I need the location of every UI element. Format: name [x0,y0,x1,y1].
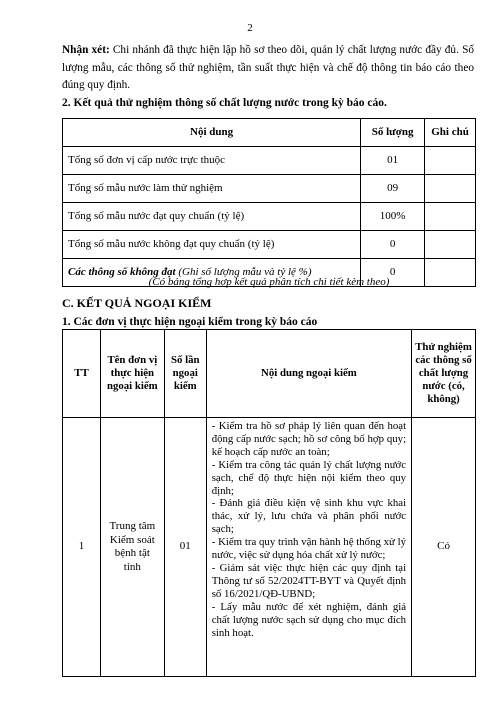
inspection-item: - Lấy mẫu nước để xét nghiệm, đánh giá chất lượng nước sạch sử dụng cho mục đích sinh hoạt. [211,600,407,639]
header-tested: Thử nghiệm các thông số chất lượng nước (có, không) [412,330,476,418]
row-content: Tổng số đơn vị cấp nước trực thuộc [63,147,361,175]
row-quantity: 09 [361,175,425,203]
inspection-item: - Kiểm tra công tác quản lý chất lượng nước sạch, chế độ thực hiện nội kiểm theo quy định; [211,458,407,497]
table-row [63,175,476,203]
header-note: Ghi chú [425,119,476,147]
table-row [63,147,476,175]
row-quantity: 0 [361,259,425,287]
header-count: Số lần ngoại kiểm [164,330,206,418]
row-quantity: 100% [361,203,425,231]
failed-params-note: (Ghi số lượng mẫu và tỷ lệ %) [175,265,312,278]
inspection-item: - Đánh giá điều kiện vệ sinh khu vực khai thác, xử lý, lưu chứa và phân phối nước sạch; [211,497,407,536]
row-quantity: 01 [361,147,425,175]
inspection-item: - Giám sát việc thực hiện các quy định tại Thông tư số 52/2024TT-BYT và Quyết định số 16/2021/QĐ-UBND; [211,561,407,600]
water-test-results-table [62,118,476,287]
section-2-title: 2. Kết quả thử nghiệm thông số chất lượng nước trong kỳ báo cáo. [62,97,387,109]
remark-text: Chi nhánh đã thực hiện lập hồ sơ theo dõi, quản lý chất lượng nước đầy đủ. Số lượng mẫu, các thông số thử nghiệm, tần suất thực hiện và chế độ thông tin báo cáo theo đúng quy định. [62,44,474,91]
table-row [63,203,476,231]
row-tested: Có [412,418,476,677]
failed-params-label: Các thông số không đạt [68,265,176,278]
row-quantity: 0 [361,231,425,259]
page-number: 2 [247,22,253,34]
row-note [425,175,476,203]
header-inspection-content: Nội dung ngoại kiểm [206,330,411,418]
row-count: 01 [164,418,206,677]
section-c-title: C. KẾT QUẢ NGOẠI KIỂM [62,296,212,310]
row-note [425,203,476,231]
row-content: Tổng số mẫu nước không đạt quy chuẩn (tỷ lệ) [63,231,361,259]
table-row [63,418,476,677]
remark-label: Nhận xét: [62,44,110,56]
row-tt: 1 [63,418,101,677]
row-content: Tổng số mẫu nước làm thử nghiệm [63,175,361,203]
header-tt: TT [63,330,101,418]
inspection-item: - Kiểm tra hồ sơ pháp lý liên quan đến hoạt động cấp nước sạch; hồ sơ công bố hợp quy; kế hoạch cấp nước an toàn; [211,420,407,458]
remark-paragraph [62,42,474,95]
table-row [63,231,476,259]
table-header-row [63,330,476,418]
row-note [425,231,476,259]
section-c1-title: 1. Các đơn vị thực hiện ngoại kiểm trong kỳ báo cáo [62,316,318,328]
header-content: Nội dung [63,119,361,147]
row-unit: Trung tâm Kiểm soát bệnh tật tỉnh [100,418,164,677]
table-header-row [63,119,476,147]
row-content: Tổng số mẫu nước đạt quy chuẩn (tỷ lệ) [63,203,361,231]
row-inspection-content [206,418,411,677]
inspection-item: - Kiểm tra quy trình vận hành hệ thống xử lý nước, việc sử dụng hóa chất xử lý nước; [211,536,407,562]
row-note [425,147,476,175]
header-quantity: Số lượng [361,119,425,147]
header-unit: Tên đơn vị thực hiện ngoại kiểm [100,330,164,418]
external-inspection-table [62,329,476,677]
table-caption: (Có bảng tổng hợp kết quả phân tích chi tiết kèm theo) [148,276,390,288]
